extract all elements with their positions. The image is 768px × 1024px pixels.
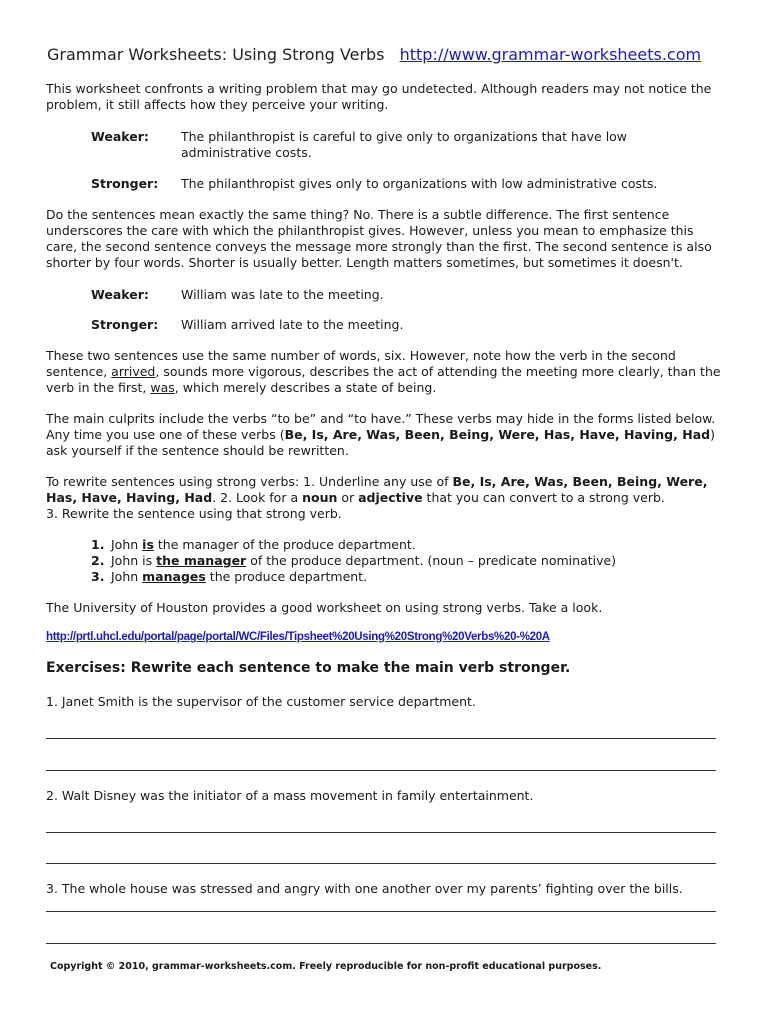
rewrite-text-d: that you can convert to a strong verb.: [422, 490, 665, 505]
title-text: Grammar Worksheets: Using Strong Verbs: [47, 45, 385, 64]
houston-paragraph: The University of Houston provides a good worksheet on using strong verbs. Take a look.: [46, 600, 603, 615]
answer-line[interactable]: [46, 863, 716, 864]
rewrite-steps-paragraph: [46, 474, 726, 522]
culprits-paragraph: [46, 411, 726, 459]
houston-worksheet-link[interactable]: http://prtl.uhcl.edu/portal/page/portal/WC/Files/Tipsheet%20Using%20Strong%20Verbs%20-%20A: [46, 631, 550, 643]
example2-stronger-label: Stronger:: [91, 317, 159, 332]
answer-line[interactable]: [46, 943, 716, 944]
example2-stronger-text: William arrived late to the meeting.: [181, 317, 404, 332]
culprits-text-b: ) ask yourself if the sentence should be rewritten.: [46, 427, 715, 458]
comparison-paragraph: [46, 348, 726, 396]
list-item: 2. John is the manager of the produce department. (noun – predicate nominative): [91, 553, 617, 568]
list-item: 3. John manages the produce department.: [91, 569, 368, 584]
rewrite-text-e: 3. Rewrite the sentence using that strong verb.: [46, 506, 342, 521]
comparison-text-c: , which merely describes a state of being.: [174, 380, 437, 395]
answer-line[interactable]: [46, 770, 716, 771]
rewrite-text-a: To rewrite sentences using strong verbs: 1. Underline any use of: [46, 474, 453, 489]
exercises-heading: Exercises: Rewrite each sentence to make the main verb stronger.: [46, 660, 571, 676]
word-was: was: [150, 380, 175, 395]
answer-line[interactable]: [46, 832, 716, 833]
word-arrived: arrived: [111, 364, 156, 379]
exercise-question-2: 2. Walt Disney was the initiator of a mass movement in family entertainment.: [46, 788, 534, 803]
rewrite-text-c: or: [337, 490, 359, 505]
comparison-text-b: , sounds more vigorous, describes the act of attending the meeting more clearly, than the verb in the first,: [46, 364, 721, 395]
example1-stronger-text: The philanthropist gives only to organizations with low administrative costs.: [181, 176, 658, 191]
example1-stronger-label: Stronger:: [91, 176, 159, 191]
list-item: 1. John is the manager of the produce department.: [91, 537, 416, 552]
culprits-text-a: The main culprits include the verbs “to be” and “to have.” These verbs may hide in the forms listed below. Any time you use one of these verbs (: [46, 411, 716, 442]
word-adjective: adjective: [358, 490, 423, 505]
site-link[interactable]: http://www.grammar-worksheets.com: [399, 45, 702, 64]
example1-weaker-text: The philanthropist is careful to give only to organizations that have low administrative costs.: [181, 129, 628, 160]
exercise-question-3: 3. The whole house was stressed and angry with one another over my parents’ fighting over the bills.: [46, 881, 683, 896]
word-noun: noun: [302, 490, 338, 505]
answer-line[interactable]: [46, 738, 716, 739]
example2-weaker-text: William was late to the meeting.: [181, 287, 384, 302]
example2-weaker-label: Weaker:: [91, 287, 149, 302]
copyright-footer: Copyright © 2010, grammar-worksheets.com. Freely reproducible for non-profit educational purposes.: [50, 961, 602, 972]
verb-list-2: Be, Is, Are, Was, Been, Being, Were, Has, Have, Having, Had: [46, 474, 708, 505]
explanation-paragraph: Do the sentences mean exactly the same thing? No. There is a subtle difference. The first sentence underscores the care with which the philanthropist gives. However, unless you mean to emphasize this care, the second sentence conveys the message more strongly than the first. The second sentence is also shorter by four words. Shorter is usually better. Length matters sometimes, but sometimes it doesn't.: [46, 207, 712, 270]
example1-weaker-label: Weaker:: [91, 129, 149, 144]
example-steps-list: [91, 537, 616, 585]
answer-line[interactable]: [46, 911, 716, 912]
page-title: [47, 45, 701, 64]
rewrite-text-b: . 2. Look for a: [212, 490, 303, 505]
verb-list: Be, Is, Are, Was, Been, Being, Were, Has, Have, Having, Had: [284, 427, 711, 442]
exercise-question-1: 1. Janet Smith is the supervisor of the customer service department.: [46, 694, 476, 709]
comparison-text-a: These two sentences use the same number of words, six. However, note how the verb in the second sentence,: [46, 348, 676, 379]
intro-paragraph: This worksheet confronts a writing problem that may go undetected. Although readers may not notice the problem, it still affects how they perceive your writing.: [46, 81, 712, 112]
